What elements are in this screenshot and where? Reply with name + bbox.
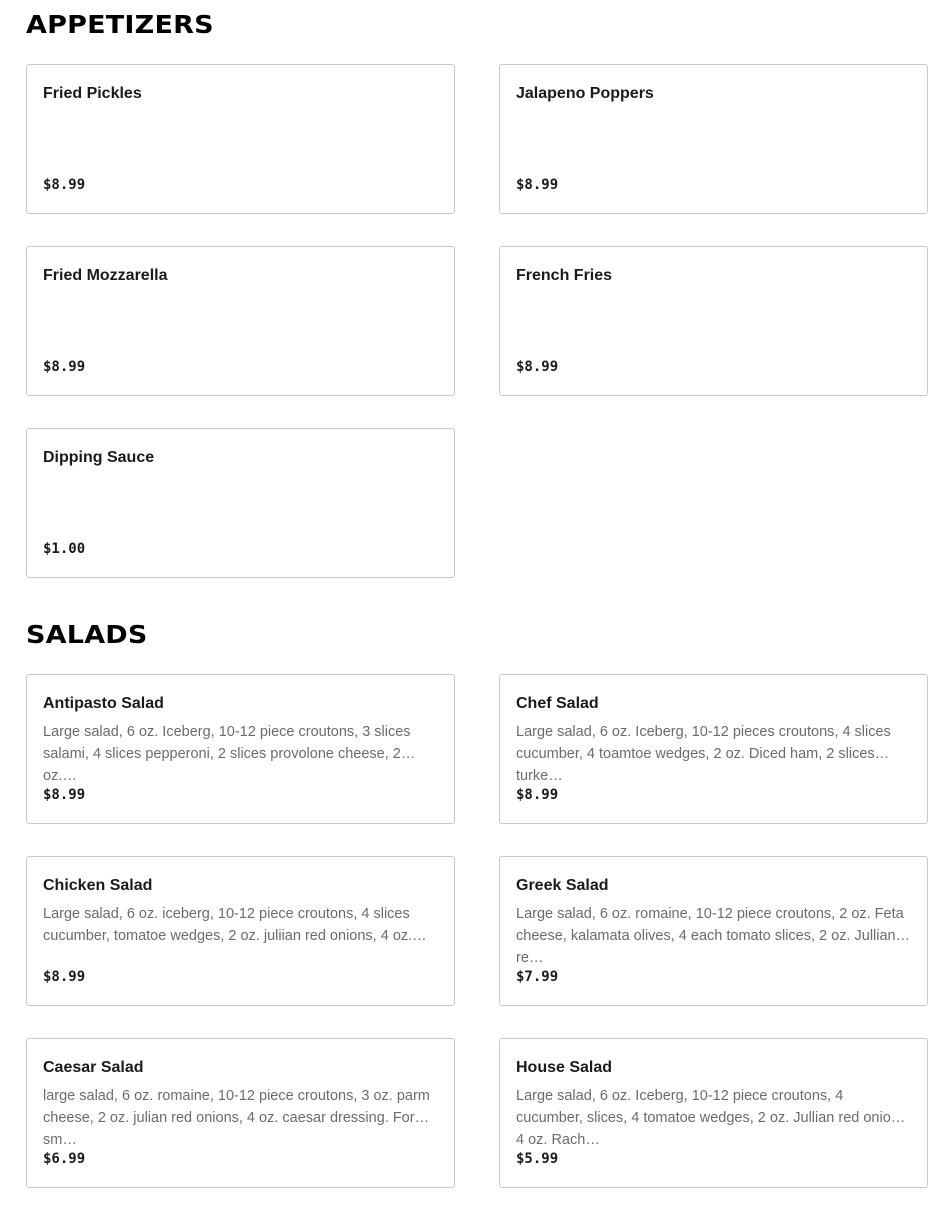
menu-item-card[interactable] — [26, 856, 455, 1006]
menu-item-name: Caesar Salad — [43, 1059, 144, 1076]
menu-item-price: $8.99 — [516, 359, 559, 375]
menu-item-price: $8.99 — [43, 969, 86, 985]
menu-item-description: Large salad, 6 oz. Iceberg, 10-12 piece croutons, 3 slices salami, 4 slices pepperoni, 2 slices provolone cheese, 2 oz.… — [43, 724, 411, 784]
menu-item-card[interactable] — [26, 428, 455, 578]
menu-item-description: Large salad, 6 oz. Iceberg, 10-12 piece croutons, 4 cucumber, slices, 4 tomatoe wedges, 2 oz. Jullian red onions, 4 oz. Rach… — [516, 1088, 911, 1148]
menu-item-price: $8.99 — [516, 787, 559, 803]
section-title-appetizers: APPETIZERS — [26, 10, 214, 39]
menu-item-name: Fried Pickles — [43, 85, 142, 102]
menu-item-price: $8.99 — [43, 787, 86, 803]
menu-item-description: Large salad, 6 oz. Iceberg, 10-12 pieces croutons, 4 slices cucumber, 4 toamtoe wedges, 2 oz. Diced ham, 2 slices turke… — [516, 724, 891, 784]
menu-item-card[interactable] — [26, 674, 455, 824]
menu-item-price: $1.00 — [43, 541, 86, 557]
menu-item-price: $8.99 — [516, 177, 559, 193]
menu-item-name: Antipasto Salad — [43, 695, 164, 712]
menu-item-card[interactable] — [26, 246, 455, 396]
menu-item-card[interactable] — [499, 674, 928, 824]
menu-item-card[interactable] — [499, 1038, 928, 1188]
menu-item-card[interactable] — [499, 856, 928, 1006]
menu-item-price: $6.99 — [43, 1151, 86, 1167]
menu-item-price: $8.99 — [43, 177, 86, 193]
menu-item-name: Fried Mozzarella — [43, 267, 168, 284]
menu-item-name: Chef Salad — [516, 695, 599, 712]
menu-item-card[interactable] — [499, 64, 928, 214]
menu-item-name: Dipping Sauce — [43, 449, 155, 466]
menu-item-price: $8.99 — [43, 359, 86, 375]
menu-item-price: $5.99 — [516, 1151, 559, 1167]
menu-item-price: $7.99 — [516, 969, 559, 985]
menu-item-name: French Fries — [516, 267, 613, 284]
menu-item-description: Large salad, 6 oz. iceberg, 10-12 piece croutons, 4 slices cucumber, tomatoe wedges, 2 oz. juliian red onions, 4 oz.… — [43, 906, 427, 944]
section-title-salads: SALADS — [26, 620, 148, 649]
menu-item-card[interactable] — [26, 64, 455, 214]
menu-item-description: Large salad, 6 oz. romaine, 10-12 piece croutons, 2 oz. Feta cheese, kalamata olives, 4 each tomato slices, 2 oz. Jullian re… — [516, 906, 904, 966]
menu-item-description: large salad, 6 oz. romaine, 10-12 piece croutons, 3 oz. parm cheese, 2 oz. julian red onions, 4 oz. caesar dressing. For sm… — [43, 1088, 430, 1148]
menu-item-name: Chicken Salad — [43, 877, 153, 894]
menu-item-name: Jalapeno Poppers — [516, 85, 654, 102]
menu-item-card[interactable] — [499, 246, 928, 396]
menu-item-card[interactable] — [26, 1038, 455, 1188]
menu-item-name: House Salad — [516, 1059, 613, 1076]
menu-item-name: Greek Salad — [516, 877, 609, 894]
